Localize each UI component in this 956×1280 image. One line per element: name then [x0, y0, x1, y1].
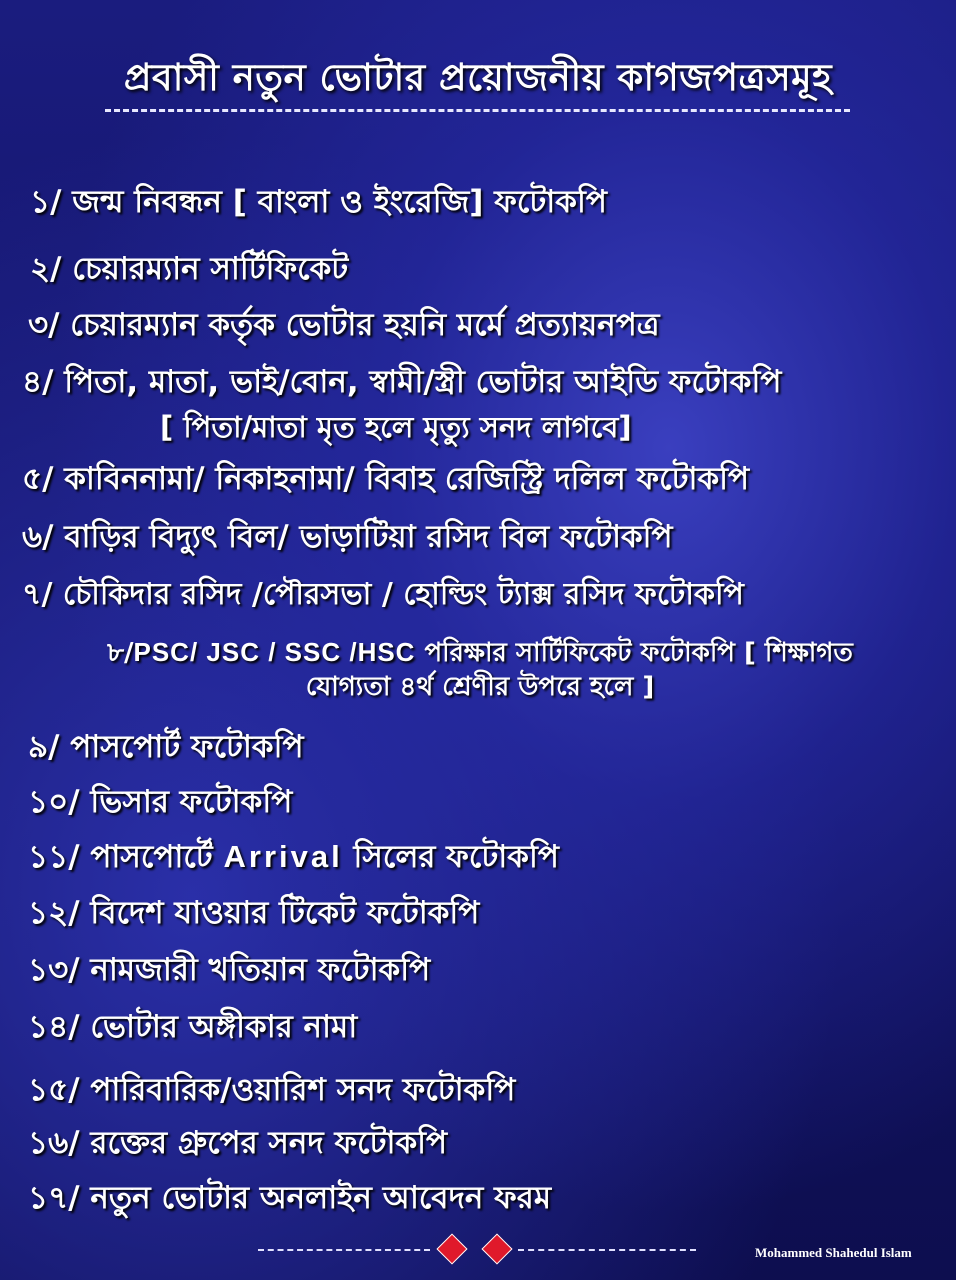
- list-item: ৩/ চেয়ারম্যান কর্তৃক ভোটার হয়নি মর্মে প্রত্যায়নপত্র: [28, 307, 660, 343]
- item11-arrival: Arrival: [223, 839, 343, 874]
- list-item: ১২/ বিদেশ যাওয়ার টিকেট ফটোকপি: [28, 895, 480, 931]
- item11-after: সিলের ফটোকপি: [342, 839, 559, 875]
- diamond-icon: [481, 1233, 512, 1264]
- list-item: ১/ জন্ম নিবন্ধন [ বাংলা ও ইংরেজি] ফটোকপি: [30, 184, 607, 220]
- list-item: ১৬/ রক্তের গ্রুপের সনদ ফটোকপি: [28, 1125, 448, 1161]
- list-item: ১৭/ নতুন ভোটার অনলাইন আবেদন ফরম: [28, 1180, 552, 1216]
- list-item: ১৪/ ভোটার অঙ্গীকার নামা: [28, 1009, 358, 1045]
- list-item-11: [28, 840, 559, 874]
- list-item-note: [ পিতা/মাতা মৃত হলে মৃত্যু সনদ লাগবে]: [160, 410, 632, 444]
- page-title: প্রবাসী নতুন ভোটার প্রয়োজনীয় কাগজপত্রসমূহ: [123, 56, 833, 99]
- list-item: ২/ চেয়ারম্যান সার্টিফিকেট: [30, 251, 349, 287]
- list-item-8: [30, 636, 930, 705]
- item8-exams: PSC/ JSC / SSC /HSC: [133, 637, 416, 667]
- list-item: ১৫/ পারিবারিক/ওয়ারিশ সনদ ফটোকপি: [28, 1072, 516, 1108]
- list-item: ৬/ বাড়ির বিদ্যুৎ বিল/ ভাড়াটিয়া রসিদ বিল ফটোকপি: [22, 519, 673, 555]
- item11-before: ১১/ পাসপোর্টে: [28, 839, 224, 875]
- list-item: ৭/ চৌকিদার রসিদ /পৌরসভা / হোল্ডিং ট্যাক্স রসিদ ফটোকপি: [22, 577, 744, 612]
- list-item: ৯/ পাসপোর্ট ফটোকপি: [28, 729, 304, 765]
- list-item: ১০/ ভিসার ফটোকপি: [28, 784, 293, 820]
- item8-rest: পরিক্ষার সার্টিফিকেট ফটোকপি [ শিক্ষাগত: [415, 638, 853, 668]
- footer-divider-left: [258, 1249, 430, 1251]
- item8-number: ৮/: [107, 638, 134, 668]
- diamond-icon: [436, 1233, 467, 1264]
- list-item: ৪/ পিতা, মাতা, ভাই/বোন, স্বামী/স্ত্রী ভোটার আইডি ফটোকপি: [22, 364, 782, 400]
- author-credit: Mohammed Shahedul Islam: [755, 1245, 912, 1260]
- item8-line2: যোগ্যতা ৪র্থ শ্রেণীর উপরে হলে ]: [305, 671, 655, 702]
- list-item: ১৩/ নামজারী খতিয়ান ফটোকপি: [28, 952, 431, 988]
- footer-divider-right: [518, 1249, 696, 1251]
- title-divider: [105, 109, 850, 112]
- list-item: ৫/ কাবিননামা/ নিকাহনামা/ বিবাহ রেজিস্ট্রি দলিল ফটোকপি: [22, 461, 750, 497]
